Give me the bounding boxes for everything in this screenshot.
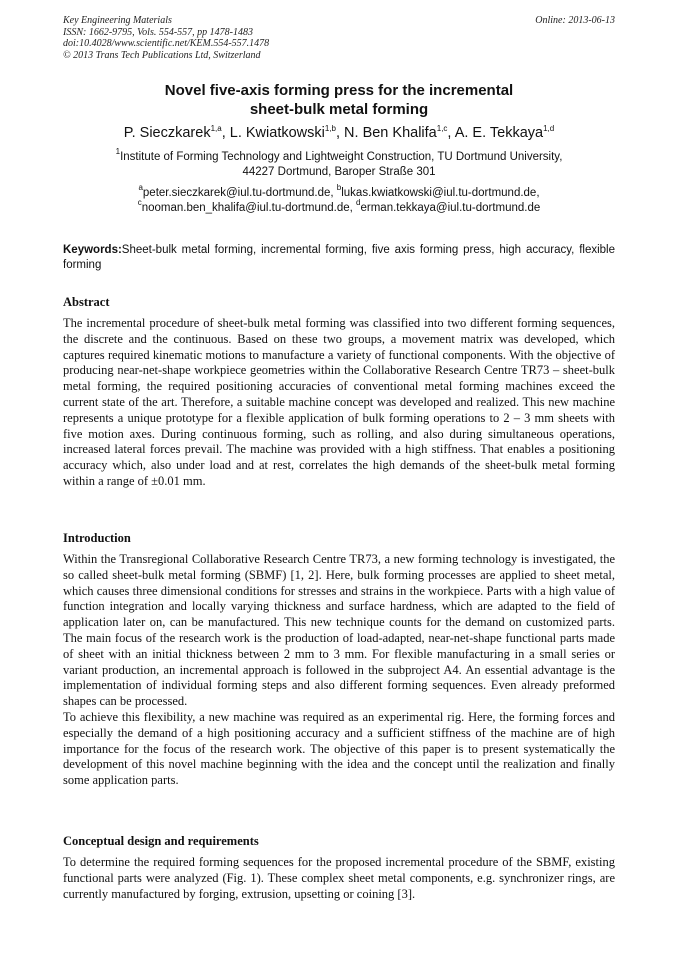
author-sep: , (335, 125, 345, 141)
author-list (40, 124, 638, 143)
introduction-heading: Introduction (63, 531, 131, 545)
keywords-text: Sheet-bulk metal forming, incremental forming, five axis forming press, high accuracy, flexible forming (63, 244, 615, 271)
email-line-2 (63, 198, 615, 216)
keywords (63, 243, 615, 273)
email-link[interactable]: nooman.ben_khalifa@iul.tu-dortmund.de, (141, 202, 357, 214)
online-date: Online: 2013-06-13 (535, 15, 615, 26)
keywords-label: Keywords: (63, 244, 122, 256)
affiliation-line-2: 44227 Dortmund, Baroper Straße 301 (242, 166, 436, 178)
conceptual-design-section (63, 833, 615, 902)
email-link[interactable]: peter.sieczkarek@iul.tu-dortmund.de, (142, 187, 337, 199)
author-sep: , (447, 125, 455, 141)
author-sup: 1,d (543, 124, 555, 133)
author-name: N. Ben Khalifa (344, 125, 437, 141)
author-sup: 1,a (210, 124, 222, 133)
email-link[interactable]: lukas.kwiatkowski@iul.tu-dortmund.de, (341, 187, 540, 199)
title-line-1: Novel five-axis forming press for the incremental (164, 82, 514, 99)
email-sup: d (356, 198, 361, 207)
email-sup: a (138, 183, 143, 192)
journal-issn: ISSN: 1662-9795, Vols. 554-557, pp 1478-1483 (63, 26, 253, 38)
affiliation-sup: 1 (115, 147, 121, 156)
journal-copyright: © 2013 Trans Tech Publications Ltd, Switzerland (63, 49, 261, 61)
abstract-section (63, 294, 615, 490)
author-sup: 1,b (324, 124, 336, 133)
author-emails (63, 183, 615, 216)
abstract-heading: Abstract (63, 295, 110, 309)
email-sup: b (336, 183, 342, 192)
introduction-paragraph-1: Within the Transregional Collaborative Research Centre TR73, a new forming technology is investigated, the so called sheet-bulk metal forming (SBMF) [1, 2]. Here, bulk forming processes are applied to sheet metal, which causes three dimensional conditions for stresses and strains in the workpiece. Parts with a high value of function integration and locally varying thickness and surface hardness, which are adapted to the field of application later on, can be manufactured. This new technique counts for the demand on customized parts. The main focus of the research work is the production of load-adapted, near-net-shape functional parts made of sheet with an initial thickness between 2 mm to 3 mm. For flexible manufacturing in a small series or variant production, an incremental approach is followed in the subproject A4. An essential advantage is the implementation of individual forming steps and also different forming sequences. Even already preformed shapes can be processed. (63, 552, 615, 709)
conceptual-design-heading: Conceptual design and requirements (63, 834, 259, 848)
email-sup: c (137, 198, 142, 207)
email-line-1 (63, 183, 615, 201)
author-name: L. Kwiatkowski (229, 125, 325, 141)
introduction-paragraph-2: To achieve this flexibility, a new machine was required as an experimental rig. Here, the forming forces and especially the demand of a high positioning accuracy and a sufficient stiffness of the machine are of high importance for the focus of the research work. The objective of this paper is to present systematically the development of this novel machine beginning with the idea and the concept until the realization and finally some application parts. (63, 709, 615, 788)
conceptual-design-text: To determine the required forming sequences for the proposed incremental procedure of the SBMF, existing functional parts were analyzed (Fig. 1). These complex sheet metal components, e.g. synchronizer rings, are currently manufactured by forging, extrusion, upsetting or coining [3]. (63, 855, 615, 901)
paper-title (63, 81, 615, 119)
affiliation (63, 147, 615, 180)
author-name: A. E. Tekkaya (454, 125, 544, 141)
title-line-2: sheet-bulk metal forming (249, 101, 429, 118)
author-sep: , (221, 125, 230, 141)
affiliation-line-1 (63, 147, 615, 165)
author-name: P. Sieczkarek (123, 125, 211, 141)
author-sup: 1,c (436, 124, 448, 133)
introduction-section (63, 530, 615, 789)
journal-doi: doi:10.4028/www.scientific.net/KEM.554-557.1478 (63, 38, 270, 49)
journal-header (63, 15, 615, 61)
abstract-text: The incremental procedure of sheet-bulk metal forming was classified into two different forming sequences, the discrete and the continuous. Based on these two groups, a movement matrix was developed, which captures required kinematic motions to manufacture a variety of functional components. With the objective of producing near-net-shape workpiece geometries within the Collaborative Research Centre TR73 – sheet-bulk metal forming, the required positioning accuracies of conventional metal forming machines exceed the current state of the art. Therefore, a suitable machine concept was developed and realized. This new machine represents a unique prototype for a flexible application of bulk forming operations to 2 – 3 mm sheets with five motion axes. During continuous forming, such as rolling, and also during simultaneous operations, increased lateral forces prevail. The machine was provided with a high stiffness. That enables a positioning accuracy which, also under load and at rest, correlates the high demands of the sheet-bulk metal forming within a range of ±0.01 mm. (63, 316, 615, 488)
email-link[interactable]: erman.tekkaya@iul.tu-dortmund.de (360, 202, 541, 214)
affiliation-text-1: Institute of Forming Technology and Lightweight Construction, TU Dortmund University, (120, 151, 563, 163)
journal-name: Key Engineering Materials (63, 15, 172, 26)
